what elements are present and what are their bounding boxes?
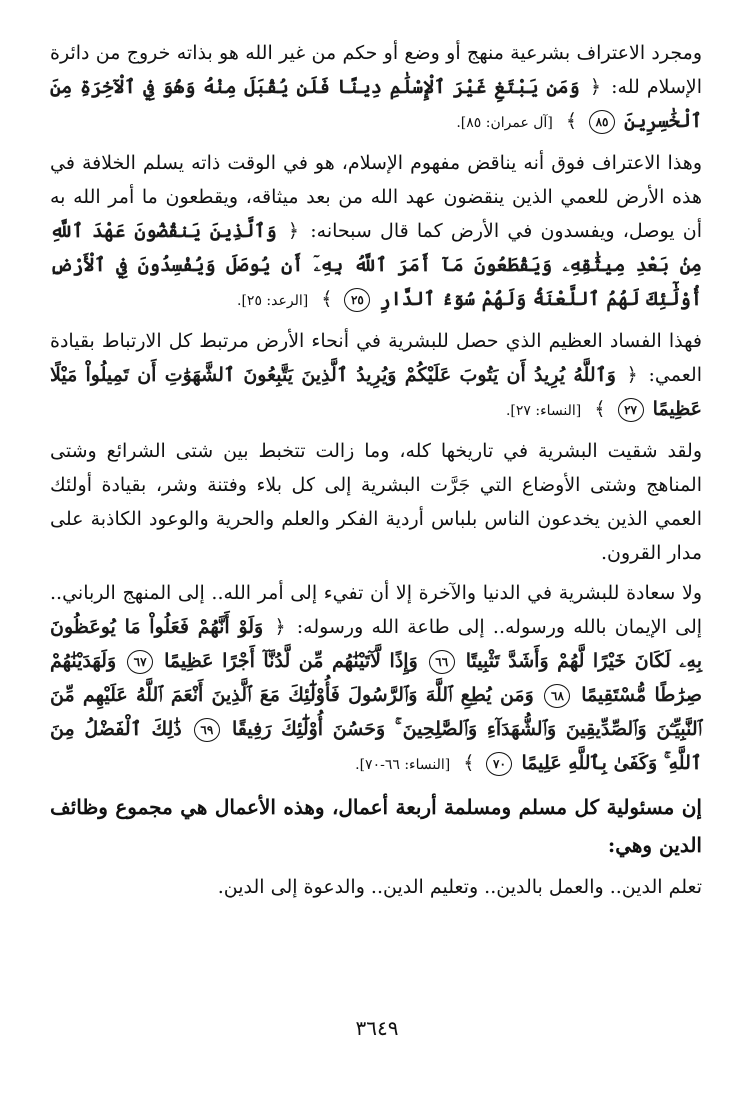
paragraph-2 <box>50 146 702 318</box>
paragraph-1 <box>50 36 702 140</box>
verse-reference: [الرعد: ٢٥]. <box>237 293 309 309</box>
quran-close-bracket: ﴾ <box>565 110 577 132</box>
paragraph-text: فهذا الفساد العظيم الذي حصل للبشرية في أنحاء الأرض مرتبط كل الارتباط بقيادة العمي: <box>50 330 702 386</box>
ayah-number-marker: ٦٨ <box>544 684 570 708</box>
quran-verse: ذَٰلِكَ ٱلْفَضْلُ مِنَ ٱللَّهِ ۚ وَكَفَىٰ بِٱللَّهِ عَلِيمًا <box>50 718 702 774</box>
quran-open-bracket: ﴿ <box>274 616 286 638</box>
quran-open-bracket: ﴿ <box>626 364 638 386</box>
bold-paragraph: إن مسئولية كل مسلم ومسلمة أربعة أعمال، وهذه الأعمال هي مجموع وظائف الدين وهي: <box>50 795 702 857</box>
paragraph-3 <box>50 324 702 428</box>
paragraph-text: ولا سعادة للبشرية في الدنيا والآخرة إلا أن تفيء إلى أمر الله.. إلى المنهج الرباني.. إلى الإيمان بالله ورسوله.. إلى طاعة الله ورسوله: <box>50 582 703 638</box>
page-number: ٣٦٤٩ <box>355 1016 399 1040</box>
quran-close-bracket: ﴾ <box>594 398 606 420</box>
paragraph-4: ولقد شقيت البشرية في تاريخها كله، وما زالت تتخبط بين شتى الشرائع وشتى المناهج وشتى الأوضاع التي جَرَّت البشرية إلى كل بلاء وفتنة وشر، بقيادة أولئك العمي الذين يخدعون الناس بلباس أردية الفكر والعلم والحرية والوعود الكاذبة على مدار القرون. <box>50 440 702 564</box>
quran-verse: وَلَهَدَيْنَٰهُمْ صِرَٰطًا مُّسْتَقِيمًا <box>50 650 702 706</box>
quran-verse: وَلَوْ أَنَّهُمْ فَعَلُواْ مَا يُوعَظُونَ بِهِۦ لَكَانَ خَيْرًا لَّهُمْ وَأَشَدَّ تَثْبِيتًا <box>50 616 702 672</box>
quran-verse: وَإِذًا لَّآتَيْنَٰهُم مِّن لَّدُنَّآ أَجْرًا عَظِيمًا <box>164 650 418 672</box>
ayah-number-marker: ٧٠ <box>486 752 512 776</box>
quran-verse: وَمَن يُطِعِ ٱللَّهَ وَٱلرَّسُولَ فَأُوْلَٰٓئِكَ مَعَ ٱلَّذِينَ أَنْعَمَ ٱللَّهُ عَلَيْهِم مِّنَ ٱلنَّبِيِّـۧنَ وَٱلصِّدِّيقِينَ وَٱلشُّهَدَآءِ وَٱلصَّٰلِحِينَ ۚ وَحَسُنَ أُوْلَٰٓئِكَ رَفِيقًا <box>50 684 702 740</box>
ayah-number-marker: ٢٥ <box>344 288 370 312</box>
paragraph-5 <box>50 576 702 782</box>
quran-open-bracket: ﴿ <box>287 220 300 242</box>
ayah-number-marker: ٦٩ <box>194 718 220 742</box>
quran-verse: وَٱللَّهُ يُرِيدُ أَن يَتُوبَ عَلَيْكُمْ وَيُرِيدُ ٱلَّذِينَ يَتَّبِعُونَ ٱلشَّهَوَٰتِ أَن تَمِيلُواْ مَيْلًا عَظِيمًا <box>50 364 702 420</box>
ayah-number-marker: ٦٧ <box>127 650 153 674</box>
verse-reference: [آل عمران: ٨٥]. <box>456 115 553 131</box>
verse-reference: [النساء: ٢٧]. <box>505 403 582 419</box>
quran-verse: وَمَن يَبْتَغِ غَيْرَ ٱلْإِسْلَٰمِ دِينًا فَلَن يُقْبَلَ مِنْهُ وَهُوَ فِي ٱلْآخِرَةِ مِنَ ٱلْخَٰسِرِينَ <box>50 76 702 132</box>
ayah-number-marker: ٦٦ <box>429 650 455 674</box>
quran-verse: وَٱلَّذِينَ يَنقُضُونَ عَهْدَ ٱللَّهِ مِنۢ بَعْدِ مِيثَٰقِهِۦ وَيَقْطَعُونَ مَآ أَمَرَ ٱللَّهُ بِهِۦٓ أَن يُوصَلَ وَيُفْسِدُونَ فِي ٱلْأَرْضِ أُوْلَٰٓئِكَ لَهُمُ ٱللَّعْنَةُ وَلَهُمْ سُوٓءُ ٱلدَّارِ <box>50 220 702 310</box>
verse-reference: [النساء: ٦٦-٧٠]. <box>355 757 451 773</box>
quran-close-bracket: ﴾ <box>321 288 333 310</box>
paragraph-text: وهذا الاعتراف فوق أنه يناقض مفهوم الإسلام، هو في الوقت ذاته يسلم الخلافة في هذه الأرض للعمي الذين ينقضون عهد الله من بعد ميثاقه، ويقطعون ما أمر الله به أن يوصل، ويفسدون في الأرض كما قال سبحانه: <box>50 152 702 242</box>
ayah-number-marker: ٢٧ <box>618 398 644 422</box>
ayah-number-marker: ٨٥ <box>589 110 615 134</box>
quran-close-bracket: ﴾ <box>463 752 475 774</box>
list-paragraph: تعلم الدين.. والعمل بالدين.. وتعليم الدين.. والدعوة إلى الدين. <box>217 876 702 898</box>
paragraph-text: ومجرد الاعتراف بشرعية منهج أو وضع أو حكم من غير الله هو بذاته خروج من دائرة الإسلام لله: <box>50 42 703 98</box>
quran-open-bracket: ﴿ <box>589 76 601 98</box>
